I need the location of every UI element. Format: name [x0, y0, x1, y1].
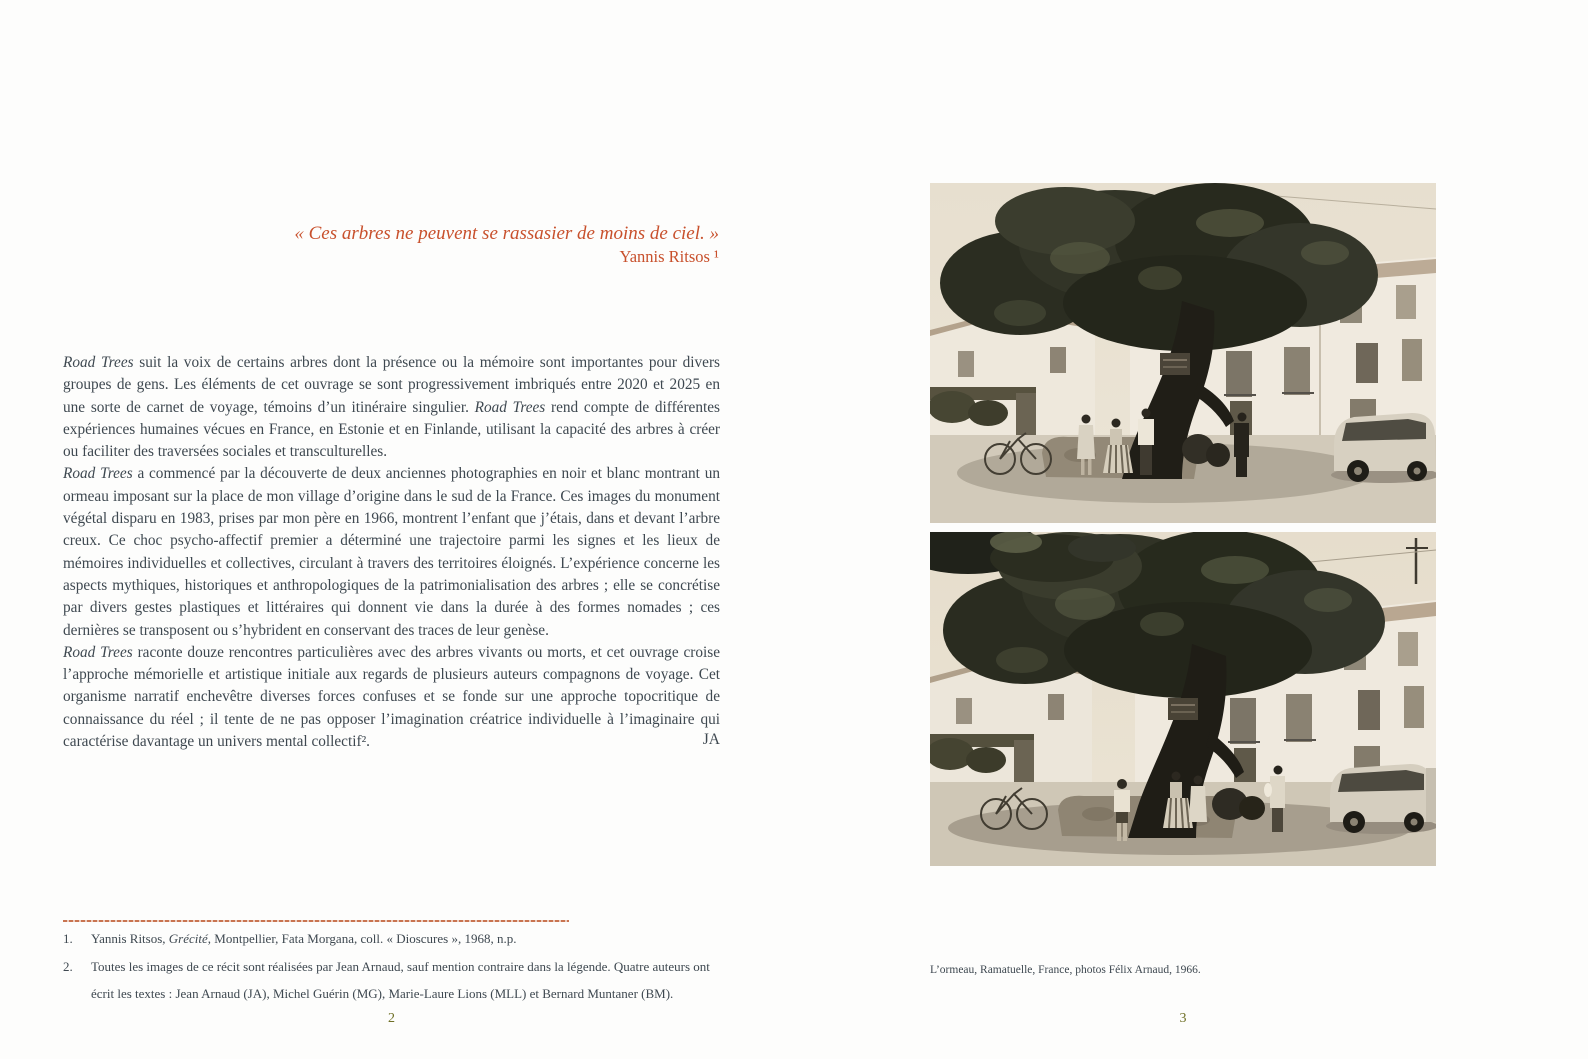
footnote-item [63, 925, 731, 953]
page-number-right: 3 [1179, 1011, 1187, 1026]
vintage-car [1331, 413, 1436, 483]
photo-bottom [930, 532, 1436, 866]
paragraph: Road Trees a commencé par la découverte de deux anciennes photographies en noir et blanc montrant un ormeau imposant sur la place de mon village d’origine dans le sud de la France. Ces images du monument végétal disparu en 1983, prises par mon père en 1966, montrent l’enfant que j’étais, dans et devant l’arbre creux. Ce choc psycho-affectif premier a déterminé une trajectoire parmi les signes et les lieux de mémoires individuelles et collectives, circulant à travers des territoires éloignés. L’expérience concerne les aspects mythiques, historiques et anthropologiques de la patrimonialisation des arbres ; elle se concrétise par divers gestes plastiques et littéraires qui donnent vie dans la durée à des formes nomades ; ces dernières se transposent ou s’hybrident en conservant des traces de leur genèse. [63, 465, 720, 639]
epigraph-text: « Ces arbres ne peuvent se rassasier de moins de ciel. » [294, 223, 719, 244]
footnote-item [63, 953, 731, 1008]
tree-plaque [1160, 353, 1190, 375]
photo-top [930, 183, 1436, 523]
paragraph: Road Trees raconte douze rencontres particulières avec des arbres vivants ou morts, et cet ouvrage croise l’approche mémorielle et artistique initiale aux regards de plusieurs auteurs compagnons de voyage. Cet organisme narratif enchevêtre diverses forces confuses et se fonde sur une approche topocritique de connaissance du réel ; il tente de ne pas opposer l’imagination créatrice individuelle à l’imaginaire qui caractérise davantage un univers mental collectif². [63, 643, 720, 751]
photo-bottom-illustration [930, 532, 1436, 866]
photo-top-illustration [930, 183, 1436, 523]
tree-plaque [1168, 698, 1198, 720]
photo-caption: L’ormeau, Ramatuelle, France, photos Félix Arnaud, 1966. [930, 964, 1201, 976]
footnote-number: 2. [63, 958, 73, 974]
epigraph [63, 222, 719, 268]
footnote-text: Toutes les images de ce récit sont réalisées par Jean Arnaud, sauf mention contraire dans la légende. Quatre auteurs ont écrit les textes : Jean Arnaud (JA), Michel Guérin (MG), Marie-Laure Lions (MLL) et Bernard Muntaner (BM). [91, 958, 710, 1001]
footnote-number: 1. [63, 931, 73, 946]
paragraph: Road Trees suit la voix de certains arbres dont la présence ou la mémoire sont importantes pour divers groupes de gens. Les éléments de cet ouvrage se sont progressivement imbriqués entre 2020 et 2025 en une sorte de carnet de voyage, témoins d’un itinéraire singulier. Road Trees rend compte de différentes expériences humaines vécues en France, en Estonie et en Finlande, utilisant la capacité des arbres à créer ou faciliter des traversées sociales et transculturelles. [63, 354, 720, 461]
page-number-left: 2 [388, 1011, 395, 1026]
body-text [63, 352, 720, 753]
footnotes [63, 925, 731, 1008]
vintage-car [1326, 764, 1436, 834]
footnote-separator [63, 920, 569, 922]
footnote-text: Yannis Ritsos, Grécité, Montpellier, Fata Morgana, coll. « Dioscures », 1968, n.p. [91, 931, 517, 946]
author-initials: JA [702, 731, 720, 748]
epigraph-attribution: Yannis Ritsos ¹ [619, 247, 719, 266]
